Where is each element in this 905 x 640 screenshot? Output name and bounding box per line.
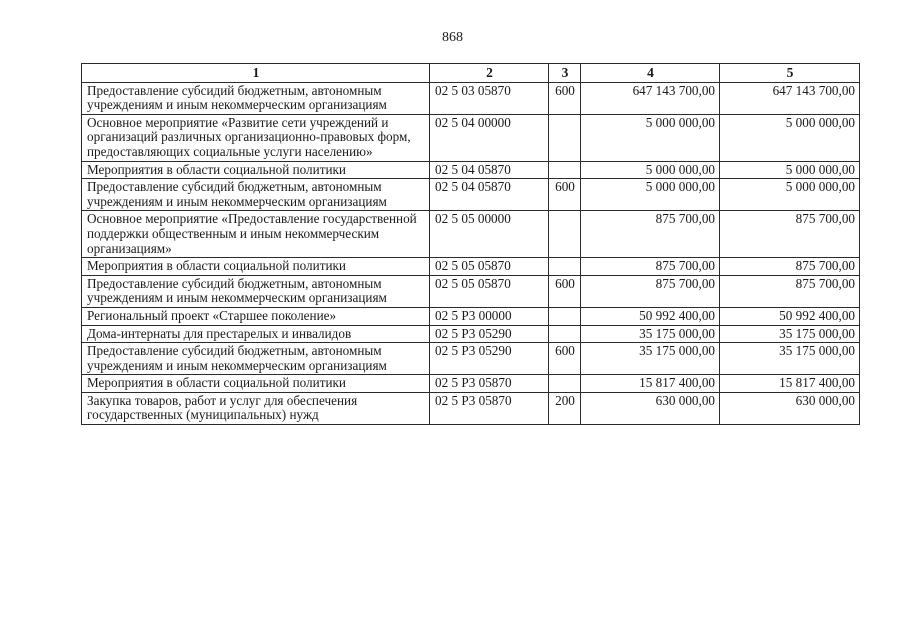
header-col-3: 3 bbox=[549, 64, 581, 83]
table-row bbox=[82, 307, 860, 325]
table-row bbox=[82, 275, 860, 307]
header-row bbox=[82, 64, 860, 83]
row-name-cell: Региональный проект «Старшее поколение» bbox=[82, 307, 430, 325]
row-sum2-cell: 5 000 000,00 bbox=[720, 179, 860, 211]
row-name-cell: Предоставление субсидий бюджетным, автономным учреждениям и иным некоммерческим организациям bbox=[82, 275, 430, 307]
row-name-cell: Дома-интернаты для престарелых и инвалидов bbox=[82, 325, 430, 343]
row-code-cell: 02 5 05 00000 bbox=[430, 211, 549, 258]
row-sum2-cell: 647 143 700,00 bbox=[720, 82, 860, 114]
row-sum2-cell: 35 175 000,00 bbox=[720, 343, 860, 375]
table-row bbox=[82, 82, 860, 114]
row-type-cell bbox=[549, 307, 581, 325]
header-col-5: 5 bbox=[720, 64, 860, 83]
budget-table bbox=[81, 63, 860, 425]
row-sum2-cell: 875 700,00 bbox=[720, 275, 860, 307]
row-sum1-cell: 35 175 000,00 bbox=[581, 343, 720, 375]
row-code-cell: 02 5 04 05870 bbox=[430, 179, 549, 211]
row-code-cell: 02 5 P3 05870 bbox=[430, 375, 549, 393]
row-type-cell: 600 bbox=[549, 179, 581, 211]
row-sum2-cell: 875 700,00 bbox=[720, 258, 860, 276]
row-type-cell bbox=[549, 211, 581, 258]
table-row bbox=[82, 258, 860, 276]
table-row bbox=[82, 325, 860, 343]
row-code-cell: 02 5 05 05870 bbox=[430, 258, 549, 276]
row-sum1-cell: 5 000 000,00 bbox=[581, 161, 720, 179]
row-sum2-cell: 5 000 000,00 bbox=[720, 161, 860, 179]
row-name-cell: Основное мероприятие «Предоставление государственной поддержки общественным и иным некоммерческим организациям» bbox=[82, 211, 430, 258]
table-row bbox=[82, 161, 860, 179]
page-number: 868 bbox=[442, 30, 463, 45]
row-code-cell: 02 5 04 00000 bbox=[430, 114, 549, 161]
row-code-cell: 02 5 04 05870 bbox=[430, 161, 549, 179]
row-sum2-cell: 630 000,00 bbox=[720, 392, 860, 424]
row-sum2-cell: 35 175 000,00 bbox=[720, 325, 860, 343]
row-sum1-cell: 5 000 000,00 bbox=[581, 179, 720, 211]
table-row bbox=[82, 392, 860, 424]
row-sum1-cell: 875 700,00 bbox=[581, 211, 720, 258]
row-type-cell bbox=[549, 375, 581, 393]
row-type-cell: 600 bbox=[549, 82, 581, 114]
row-type-cell: 200 bbox=[549, 392, 581, 424]
row-type-cell: 600 bbox=[549, 343, 581, 375]
row-code-cell: 02 5 P3 00000 bbox=[430, 307, 549, 325]
row-name-cell: Основное мероприятие «Развитие сети учреждений и организаций различных организационно-правовых форм, предоставляющих социальные услуги населению» bbox=[82, 114, 430, 161]
row-sum1-cell: 15 817 400,00 bbox=[581, 375, 720, 393]
row-name-cell: Предоставление субсидий бюджетным, автономным учреждениям и иным некоммерческим организациям bbox=[82, 82, 430, 114]
row-sum2-cell: 15 817 400,00 bbox=[720, 375, 860, 393]
row-type-cell bbox=[549, 325, 581, 343]
row-sum1-cell: 50 992 400,00 bbox=[581, 307, 720, 325]
header-col-4: 4 bbox=[581, 64, 720, 83]
row-code-cell: 02 5 P3 05290 bbox=[430, 325, 549, 343]
row-sum1-cell: 5 000 000,00 bbox=[581, 114, 720, 161]
table-row bbox=[82, 375, 860, 393]
row-type-cell bbox=[549, 161, 581, 179]
row-name-cell: Закупка товаров, работ и услуг для обеспечения государственных (муниципальных) нужд bbox=[82, 392, 430, 424]
row-code-cell: 02 5 P3 05290 bbox=[430, 343, 549, 375]
row-sum2-cell: 50 992 400,00 bbox=[720, 307, 860, 325]
row-sum1-cell: 875 700,00 bbox=[581, 258, 720, 276]
row-sum2-cell: 875 700,00 bbox=[720, 211, 860, 258]
row-code-cell: 02 5 P3 05870 bbox=[430, 392, 549, 424]
table-row bbox=[82, 211, 860, 258]
table-row bbox=[82, 179, 860, 211]
row-sum1-cell: 647 143 700,00 bbox=[581, 82, 720, 114]
row-sum2-cell: 5 000 000,00 bbox=[720, 114, 860, 161]
row-sum1-cell: 35 175 000,00 bbox=[581, 325, 720, 343]
table-row bbox=[82, 343, 860, 375]
row-name-cell: Предоставление субсидий бюджетным, автономным учреждениям и иным некоммерческим организациям bbox=[82, 343, 430, 375]
row-sum1-cell: 630 000,00 bbox=[581, 392, 720, 424]
header-col-1: 1 bbox=[82, 64, 430, 83]
header-col-2: 2 bbox=[430, 64, 549, 83]
row-name-cell: Мероприятия в области социальной политики bbox=[82, 161, 430, 179]
row-type-cell bbox=[549, 258, 581, 276]
row-type-cell bbox=[549, 114, 581, 161]
table-row bbox=[82, 114, 860, 161]
row-code-cell: 02 5 03 05870 bbox=[430, 82, 549, 114]
row-name-cell: Предоставление субсидий бюджетным, автономным учреждениям и иным некоммерческим организациям bbox=[82, 179, 430, 211]
row-code-cell: 02 5 05 05870 bbox=[430, 275, 549, 307]
row-name-cell: Мероприятия в области социальной политики bbox=[82, 258, 430, 276]
row-type-cell: 600 bbox=[549, 275, 581, 307]
row-name-cell: Мероприятия в области социальной политики bbox=[82, 375, 430, 393]
row-sum1-cell: 875 700,00 bbox=[581, 275, 720, 307]
